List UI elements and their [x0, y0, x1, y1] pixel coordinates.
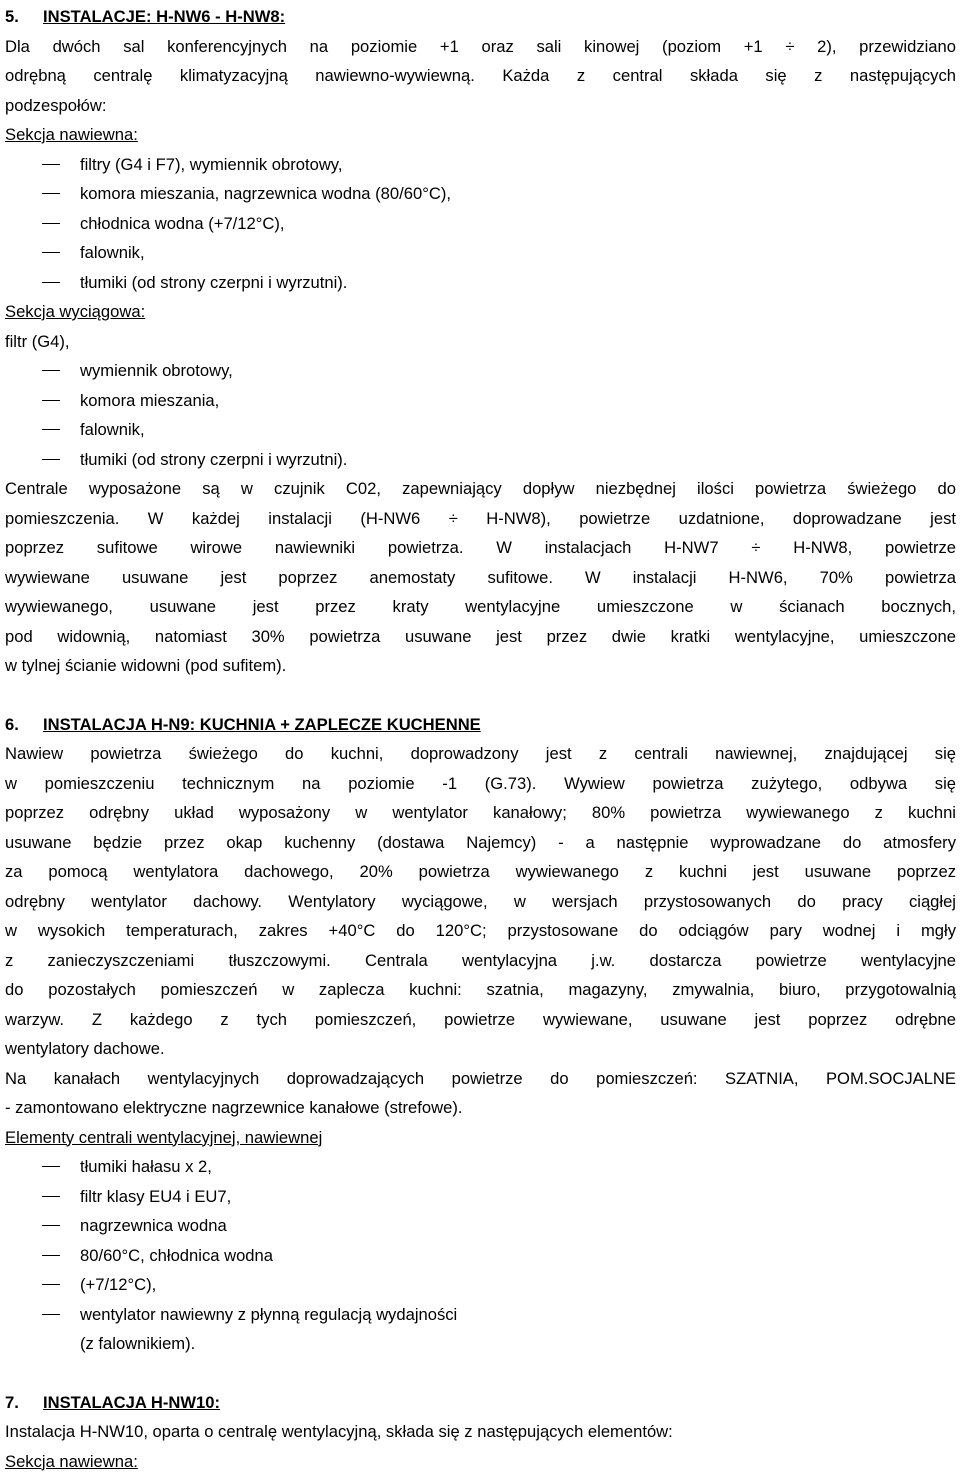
dash-bullet [42, 1255, 60, 1256]
section-5-heading [5, 2, 956, 32]
s5-exhaust-heading: Sekcja wyciągowa: [5, 297, 956, 327]
document-page [5, 2, 956, 1476]
dash-bullet [42, 370, 60, 371]
s7-intro: Instalacja H-NW10, oparta o centralę wentylacyjną, składa się z następujących elementów: [5, 1417, 956, 1447]
section-6-title: INSTALACJA H-N9: KUCHNIA + ZAPLECZE KUCHENNE [43, 715, 481, 734]
s5-intro-line-3: podzespołów: [5, 91, 956, 121]
s5-exhaust-first: filtr (G4), [5, 327, 956, 357]
list-item: tłumiki (od strony czerpni i wyrzutni). [5, 445, 956, 475]
list-item: 80/60°C, chłodnica wodna [5, 1241, 956, 1271]
section-7-number: 7. [5, 1388, 43, 1418]
s5-paragraph-line-1: Centrale wyposażone są w czujnik C02, zapewniający dopływ niezbędnej ilości powietrza świeżego do [5, 474, 956, 504]
list-item: wentylator nawiewny z płynną regulacją wydajności [5, 1300, 956, 1330]
list-item: filtry (G4 i F7), wymiennik obrotowy, [5, 150, 956, 180]
s6-paragraph-line-3: poprzez odrębny układ wyposażony w wentylator kanałowy; 80% powietrza wywiewanego z kuchni [5, 798, 956, 828]
list-item: tłumiki hałasu x 2, [5, 1152, 956, 1182]
dash-bullet [42, 1196, 60, 1197]
s6-paragraph-line-5: za pomocą wentylatora dachowego, 20% powietrza wywiewanego z kuchni jest usuwane poprzez [5, 857, 956, 887]
spacer [5, 681, 956, 710]
list-item: komora mieszania, [5, 386, 956, 416]
dash-bullet [42, 1314, 60, 1315]
dash-bullet [42, 223, 60, 224]
dash-bullet [42, 1166, 60, 1167]
s6-heater-line-2: - zamontowano elektryczne nagrzewnice kanałowe (strefowe). [5, 1093, 956, 1123]
list-item-continuation: (z falownikiem). [5, 1329, 956, 1359]
s5-paragraph-line-7: w tylnej ścianie widowni (pod sufitem). [5, 651, 956, 681]
s5-intro-line-1: Dla dwóch sal konferencyjnych na poziomie +1 oraz sali kinowej (poziom +1 ÷ 2), przewidziano [5, 32, 956, 62]
dash-bullet [42, 164, 60, 165]
section-5-title: INSTALACJE: H-NW6 - H-NW8: [43, 7, 285, 26]
s6-paragraph-line-7: w wysokich temperaturach, zakres +40°C do 120°C; przystosowane do odciągów pary wodnej i mgły [5, 916, 956, 946]
list-item: chłodnica wodna (+7/12°C), [5, 209, 956, 239]
s6-paragraph-line-9: do pozostałych pomieszczeń w zaplecza kuchni: szatnia, magazyny, zmywalnia, biuro, przygotowalnią [5, 975, 956, 1005]
s6-elements-heading: Elementy centrali wentylacyjnej, nawiewnej [5, 1123, 956, 1153]
list-item: wymiennik obrotowy, [5, 356, 956, 386]
dash-bullet [42, 282, 60, 283]
s6-paragraph-line-6: odrębny wentylator dachowy. Wentylatory wyciągowe, w wersjach przystosowanych do pracy ciągłej [5, 887, 956, 917]
dash-bullet [42, 193, 60, 194]
s5-paragraph-line-3: poprzez sufitowe wirowe nawiewniki powietrza. W instalacjach H-NW7 ÷ H-NW8, powietrze [5, 533, 956, 563]
dash-bullet [42, 459, 60, 460]
s5-paragraph-line-4: wywiewane usuwane jest poprzez anemostaty sufitowe. W instalacji H-NW6, 70% powietrza [5, 563, 956, 593]
s7-supply-heading: Sekcja nawiewna: [5, 1447, 956, 1476]
s6-paragraph-line-10: warzyw. Z każdego z tych pomieszczeń, powietrze wywiewane, usuwane jest poprzez odrębne [5, 1005, 956, 1035]
s5-paragraph-line-5: wywiewanego, usuwane jest przez kraty wentylacyjne umieszczone w ścianach bocznych, [5, 592, 956, 622]
section-7-title: INSTALACJA H-NW10: [43, 1393, 220, 1412]
section-6-heading [5, 710, 956, 740]
list-item: falownik, [5, 415, 956, 445]
list-item: nagrzewnica wodna [5, 1211, 956, 1241]
s6-paragraph-line-11: wentylatory dachowe. [5, 1034, 956, 1064]
section-6-number: 6. [5, 710, 43, 740]
s6-paragraph-line-4: usuwane będzie przez okap kuchenny (dostawa Najemcy) - a następnie wyprowadzane do atmosfery [5, 828, 956, 858]
s6-paragraph-line-8: z zanieczyszczeniami tłuszczowymi. Centrala wentylacyjna j.w. dostarcza powietrze wentylacyjne [5, 946, 956, 976]
s6-paragraph-line-1: Nawiew powietrza świeżego do kuchni, doprowadzony jest z centrali nawiewnej, znajdującej się [5, 739, 956, 769]
list-item: komora mieszania, nagrzewnica wodna (80/60°C), [5, 179, 956, 209]
dash-bullet [42, 252, 60, 253]
s5-paragraph-line-2: pomieszczenia. W każdej instalacji (H-NW6 ÷ H-NW8), powietrze uzdatnione, doprowadzane jest [5, 504, 956, 534]
s6-heater-line-1: Na kanałach wentylacyjnych doprowadzających powietrze do pomieszczeń: SZATNIA, POM.SOCJALNE [5, 1064, 956, 1094]
s5-paragraph-line-6: pod widownią, natomiast 30% powietrza usuwane jest przez dwie kratki wentylacyjne, umieszczone [5, 622, 956, 652]
dash-bullet [42, 400, 60, 401]
section-7-heading [5, 1388, 956, 1418]
section-5-number: 5. [5, 2, 43, 32]
dash-bullet [42, 1225, 60, 1226]
s5-supply-heading: Sekcja nawiewna: [5, 120, 956, 150]
s6-paragraph-line-2: w pomieszczeniu technicznym na poziomie -1 (G.73). Wywiew powietrza zużytego, odbywa się [5, 769, 956, 799]
dash-bullet [42, 429, 60, 430]
list-item: falownik, [5, 238, 956, 268]
list-item: (+7/12°C), [5, 1270, 956, 1300]
dash-bullet [42, 1284, 60, 1285]
s5-intro-line-2: odrębną centralę klimatyzacyjną nawiewno-wywiewną. Każda z central składa się z następujących [5, 61, 956, 91]
list-item: filtr klasy EU4 i EU7, [5, 1182, 956, 1212]
spacer [5, 1359, 956, 1388]
list-item: tłumiki (od strony czerpni i wyrzutni). [5, 268, 956, 298]
